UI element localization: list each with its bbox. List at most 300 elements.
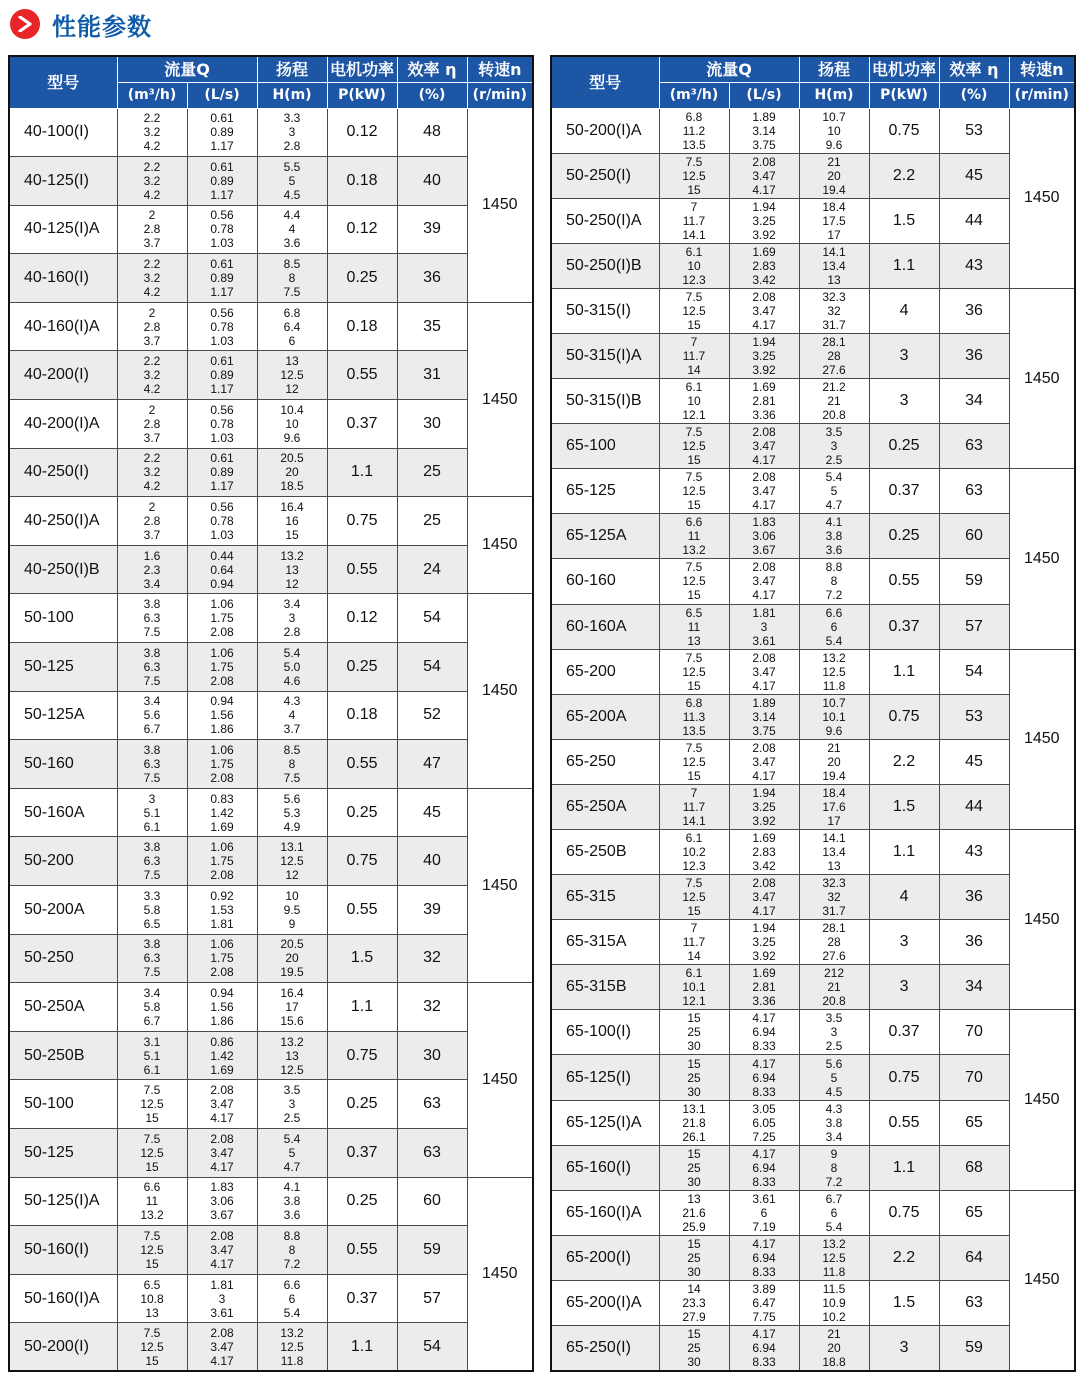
flow-ls-cell [729,1190,799,1235]
flow-ls-cell [187,302,257,351]
head-cell [799,875,869,920]
value: 8 [830,574,838,589]
value: 3.75 [752,137,776,152]
head-cell [799,1235,869,1280]
flow-ls-cell [729,559,799,604]
value: 15 [687,1326,701,1341]
flow-ls-cell [729,288,799,333]
head-cell [257,205,327,254]
efficiency-cell: 34 [939,379,1009,424]
value: 1.83 [752,515,776,530]
value: 3.61 [752,633,776,648]
value: 23.3 [682,1295,706,1310]
head-cell [257,837,327,886]
value: 18.8 [822,1354,846,1369]
power-cell: 0.12 [327,594,397,643]
value: 9.6 [283,430,301,445]
value: 13 [285,1048,299,1063]
value: 4.17 [752,498,776,513]
value: 3.2 [143,368,161,383]
value: 3 [830,439,838,454]
value: 4.17 [752,588,776,603]
efficiency-cell: 53 [939,108,1009,153]
value: 3.2 [143,173,161,188]
value: 4.7 [825,498,843,513]
flow-ls-cell [187,691,257,740]
model-cell: 50-250(I) [551,153,659,198]
value: 10 [827,123,841,138]
value: 6.6 [825,605,843,620]
table-row [551,108,1075,153]
value: 7.5 [143,625,161,640]
flow-ls-cell [729,333,799,378]
value: 11.7 [682,799,706,814]
model-cell: 40-250(I) [9,448,117,497]
value: 7 [690,199,698,214]
table-row [551,920,1075,965]
power-cell: 0.25 [869,424,939,469]
value: 6.1 [685,380,703,395]
value: 12.5 [280,1062,304,1077]
value: 8 [288,757,296,772]
value: 6 [830,1205,838,1220]
model-cell: 65-315A [551,920,659,965]
flow-m3h-cell [117,1177,187,1226]
power-cell: 0.75 [327,1031,397,1080]
value: 5.6 [283,791,301,806]
head-cell [257,788,327,837]
power-cell: 1.5 [327,934,397,983]
value: 7.19 [752,1219,776,1234]
power-cell: 1.5 [869,198,939,243]
head-cell [799,288,869,333]
header-power-unit: P(kW) [869,82,939,108]
value: 15 [687,498,701,513]
head-cell [257,934,327,983]
table-row [9,691,533,740]
head-cell [799,1010,869,1055]
value: 0.89 [210,465,234,480]
efficiency-cell: 59 [939,559,1009,604]
value: 2.2 [143,451,161,466]
value: 13.5 [682,137,706,152]
value: 21.6 [682,1205,706,1220]
power-cell: 0.75 [869,108,939,153]
value: 5.5 [283,159,301,174]
flow-m3h-cell [659,920,729,965]
value: 6.6 [685,515,703,530]
efficiency-cell: 54 [939,649,1009,694]
page-title: 性能参数 [52,12,152,41]
table-row [551,333,1075,378]
value: 6.6 [283,1277,301,1292]
flow-ls-cell [187,545,257,594]
value: 14 [687,949,701,964]
value: 5.8 [143,902,161,917]
flow-m3h-cell [117,788,187,837]
flow-m3h-cell [117,983,187,1032]
table-row [551,559,1075,604]
value: 2.08 [210,965,234,980]
value: 17.5 [822,213,846,228]
value: 1.86 [210,722,234,737]
flow-ls-cell [729,649,799,694]
value: 2.2 [143,111,161,126]
value: 28.1 [822,921,846,936]
value: 1.17 [210,479,234,494]
value: 3.8 [143,937,161,952]
value: 1.56 [210,708,234,723]
value: 0.61 [210,354,234,369]
value: 6.5 [685,605,703,620]
value: 25 [687,1160,701,1175]
power-cell: 0.25 [327,254,397,303]
value: 15 [687,1056,701,1071]
value: 3.89 [752,1281,776,1296]
model-cell: 40-160(I) [9,254,117,303]
value: 3.4 [825,1129,843,1144]
value: 1.17 [210,187,234,202]
value: 19.4 [822,182,846,197]
flow-m3h-cell [117,205,187,254]
model-cell: 65-250(I) [551,1326,659,1371]
value: 3 [288,125,296,140]
value: 3.4 [283,597,301,612]
value: 31.7 [822,317,846,332]
value: 2.08 [752,425,776,440]
value: 3 [148,791,156,806]
value: 12 [285,576,299,591]
table-row [551,514,1075,559]
value: 10.7 [822,695,846,710]
model-cell: 65-200(I) [551,1235,659,1280]
flow-ls-cell [729,1326,799,1371]
value: 16.4 [280,985,304,1000]
head-cell [257,983,327,1032]
value: 3.92 [752,363,776,378]
value: 6.3 [143,611,161,626]
header-speed: 转速n [1009,56,1075,82]
model-cell: 40-200(I)A [9,400,117,449]
power-cell: 1.1 [869,1145,939,1190]
value: 11.8 [822,678,846,693]
flow-ls-cell [187,643,257,692]
efficiency-cell: 45 [397,788,467,837]
flow-m3h-cell [659,288,729,333]
value: 3.25 [752,213,776,228]
model-cell: 40-100(I) [9,108,117,157]
flow-ls-cell [187,1323,257,1372]
value: 8.33 [752,1354,776,1369]
value: 6.3 [143,757,161,772]
value: 0.56 [210,208,234,223]
flow-ls-cell [729,1100,799,1145]
value: 4.17 [752,1146,776,1161]
value: 30 [687,1354,701,1369]
head-cell [799,469,869,514]
value: 3.25 [752,935,776,950]
efficiency-cell: 39 [397,205,467,254]
value: 6.1 [685,966,703,981]
value: 20 [827,754,841,769]
value: 4.3 [825,1101,843,1116]
flow-ls-cell [729,1235,799,1280]
value: 5.6 [143,708,161,723]
value: 3.42 [752,272,776,287]
value: 2.8 [283,139,301,154]
head-cell [799,514,869,559]
speed-cell: 1450 [1009,649,1075,829]
value: 3.36 [752,994,776,1009]
table-row [9,1323,533,1372]
flow-m3h-cell [659,739,729,784]
flow-ls-cell [187,788,257,837]
value: 7.5 [143,868,161,883]
value: 12.3 [682,272,706,287]
value: 10.9 [822,1295,846,1310]
flow-ls-cell [187,1080,257,1129]
value: 19.5 [280,965,304,980]
value: 6.94 [752,1025,776,1040]
model-cell: 50-200(I) [9,1323,117,1372]
value: 7.2 [825,1174,843,1189]
value: 20.8 [822,994,846,1009]
value: 0.94 [210,985,234,1000]
value: 6.3 [143,951,161,966]
value: 12.5 [682,168,706,183]
flow-ls-cell [187,205,257,254]
value: 6.3 [143,854,161,869]
value: 32 [827,890,841,905]
value: 5.0 [283,659,301,674]
head-cell [799,1190,869,1235]
header-power: 电机功率 [327,56,397,82]
efficiency-cell: 25 [397,497,467,546]
model-cell: 65-200A [551,694,659,739]
table-row [551,739,1075,784]
power-cell: 2.2 [869,153,939,198]
value: 10.2 [682,845,706,860]
power-cell: 3 [869,1326,939,1371]
value: 14 [687,1281,701,1296]
efficiency-cell: 52 [397,691,467,740]
flow-m3h-cell [117,351,187,400]
value: 1.69 [752,380,776,395]
efficiency-cell: 63 [939,424,1009,469]
value: 2.5 [283,1111,301,1126]
flow-ls-cell [729,198,799,243]
flow-ls-cell [729,1145,799,1190]
value: 3.67 [210,1208,234,1223]
efficiency-cell: 48 [397,108,467,157]
table-row [9,643,533,692]
table-row [9,886,533,935]
value: 10.1 [822,709,846,724]
value: 6.7 [143,1013,161,1028]
value: 4.17 [752,1236,776,1251]
value: 30 [687,1039,701,1054]
efficiency-cell: 40 [397,837,467,886]
value: 5.3 [283,805,301,820]
flow-ls-cell [729,469,799,514]
value: 1.89 [752,695,776,710]
header-flow: 流量Q [117,56,257,82]
header-speed-unit: (r/min) [467,82,533,108]
flow-ls-cell [187,934,257,983]
value: 0.61 [210,111,234,126]
value: 11.2 [682,123,706,138]
value: 4.1 [283,1180,301,1195]
value: 12.5 [682,574,706,589]
value: 20 [827,1340,841,1355]
table-row [551,1280,1075,1325]
value: 4.6 [283,673,301,688]
model-cell: 50-100 [9,594,117,643]
value: 4.17 [752,1011,776,1026]
flow-m3h-cell [659,694,729,739]
model-cell: 40-125(I) [9,157,117,206]
value: 0.94 [210,694,234,709]
value: 3.8 [143,840,161,855]
value: 15 [687,453,701,468]
value: 7.5 [283,771,301,786]
flow-m3h-cell [659,1055,729,1100]
model-cell: 65-200(I)A [551,1280,659,1325]
value: 2.5 [825,1039,843,1054]
power-cell: 1.5 [869,1280,939,1325]
table-row [551,153,1075,198]
power-cell: 0.55 [869,1100,939,1145]
value: 3.6 [283,1208,301,1223]
flow-ls-cell [187,1274,257,1323]
model-cell: 65-200 [551,649,659,694]
flow-m3h-cell [659,1100,729,1145]
table-row [551,604,1075,649]
value: 1.75 [210,854,234,869]
value: 11.8 [822,1264,846,1279]
value: 7 [690,335,698,350]
power-cell: 2.2 [869,1235,939,1280]
value: 3.2 [143,465,161,480]
table-row [551,694,1075,739]
model-cell: 50-315(I)B [551,379,659,424]
value: 7.5 [685,650,703,665]
value: 3.14 [752,123,776,138]
efficiency-cell: 43 [939,243,1009,288]
value: 3.8 [143,597,161,612]
model-cell: 40-125(I)A [9,205,117,254]
flow-m3h-cell [659,784,729,829]
power-cell: 1.5 [869,784,939,829]
efficiency-cell: 65 [939,1100,1009,1145]
value: 20 [285,465,299,480]
value: 12.5 [822,1250,846,1265]
table-row [9,740,533,789]
value: 28 [827,935,841,950]
value: 2 [148,402,156,417]
model-cell: 65-315 [551,875,659,920]
value: 1.81 [752,605,776,620]
value: 6.05 [752,1115,776,1130]
value: 1.42 [210,805,234,820]
value: 7.5 [685,740,703,755]
efficiency-cell: 43 [939,830,1009,875]
value: 0.89 [210,125,234,140]
header-head: 扬程 [799,56,869,82]
value: 7.5 [685,289,703,304]
value: 10.2 [822,1309,846,1324]
value: 5.6 [825,1056,843,1071]
value: 25.9 [682,1219,706,1234]
value: 3.47 [210,1339,234,1354]
power-cell: 1.1 [869,830,939,875]
value: 1.42 [210,1048,234,1063]
value: 1.17 [210,382,234,397]
value: 6.3 [143,659,161,674]
flow-m3h-cell [117,157,187,206]
value: 7.2 [283,1256,301,1271]
model-cell: 40-250(I)B [9,545,117,594]
value: 1.75 [210,757,234,772]
value: 21.2 [822,380,846,395]
table-row [551,1145,1075,1190]
value: 2.83 [752,845,776,860]
power-cell: 0.25 [327,643,397,692]
model-cell: 65-100(I) [551,1010,659,1055]
value: 3.61 [752,1191,776,1206]
value: 15 [687,904,701,919]
value: 16.4 [280,500,304,515]
value: 6.5 [143,916,161,931]
power-cell: 0.55 [869,559,939,604]
table-row [9,1080,533,1129]
speed-cell: 1450 [1009,830,1075,1010]
value: 1.69 [752,244,776,259]
value: 1.94 [752,335,776,350]
value: 10 [285,888,299,903]
value: 2.2 [143,257,161,272]
value: 7.5 [283,285,301,300]
value: 10.7 [822,109,846,124]
efficiency-cell: 47 [397,740,467,789]
value: 7.5 [143,673,161,688]
value: 13.2 [280,1034,304,1049]
value: 17.6 [822,799,846,814]
value: 19.4 [822,768,846,783]
flow-ls-cell [187,983,257,1032]
value: 30 [687,1084,701,1099]
value: 2.08 [752,154,776,169]
model-cell: 50-200A [9,886,117,935]
efficiency-cell: 53 [939,694,1009,739]
value: 2.83 [752,258,776,273]
flow-m3h-cell [659,424,729,469]
value: 3.6 [283,236,301,251]
efficiency-cell: 30 [397,1031,467,1080]
model-cell: 50-125(I)A [9,1177,117,1226]
value: 7.75 [752,1309,776,1324]
value: 0.64 [210,562,234,577]
value: 15 [145,1111,159,1126]
value: 8 [288,271,296,286]
value: 13.2 [822,650,846,665]
head-cell [799,243,869,288]
value: 2.08 [210,673,234,688]
value: 3.5 [283,1083,301,1098]
value: 14 [687,363,701,378]
value: 3.05 [752,1101,776,1116]
value: 4.17 [752,182,776,197]
